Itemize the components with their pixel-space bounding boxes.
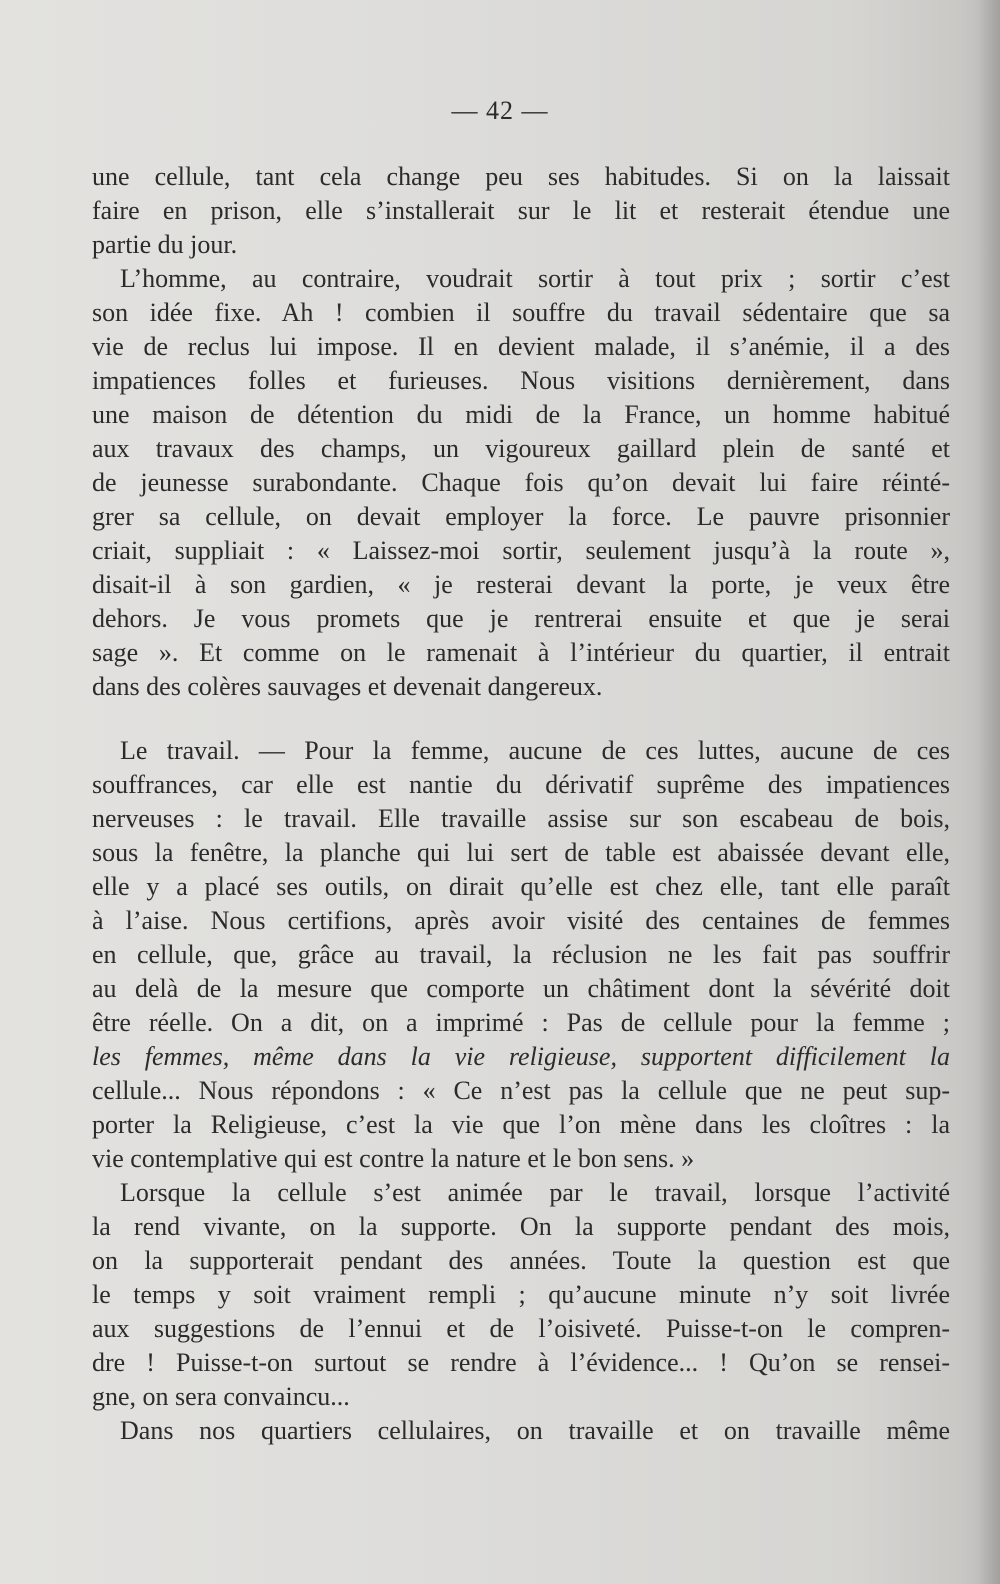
- text-line: à l’aise. Nous certifions, après avoir visité des centaines de femmes: [92, 906, 950, 935]
- text-line: gne, on sera convaincu...: [92, 1382, 350, 1411]
- text-line: souffrances, car elle est nantie du dérivatif suprême des impatiences: [92, 770, 950, 799]
- text-line: vie de reclus lui impose. Il en devient malade, il s’anémie, il a des: [92, 332, 950, 361]
- text-line: elle y a placé ses outils, on dirait qu’elle est chez elle, tant elle paraît: [92, 872, 950, 901]
- paragraph-1: [92, 160, 950, 262]
- paragraph-4: [92, 1176, 950, 1414]
- text-line: aux suggestions de l’ennui et de l’oisiveté. Puisse-t-on le compren-: [92, 1314, 950, 1343]
- page-number: — 42 —: [451, 96, 549, 125]
- text-line: au delà de la mesure que comporte un châtiment dont la sévérité doit: [92, 974, 950, 1003]
- text-line: la rend vivante, on la supporte. On la supporte pendant des mois,: [92, 1212, 950, 1241]
- text-line: une maison de détention du midi de la France, un homme habitué: [92, 400, 950, 429]
- text-line: être réelle. On a dit, on a imprimé : Pas de cellule pour la femme ;: [92, 1008, 950, 1037]
- text-line: en cellule, que, grâce au travail, la réclusion ne les fait pas souffrir: [92, 940, 950, 969]
- text-line: cellule... Nous répondons : « Ce n’est pas la cellule que ne peut sup-: [92, 1076, 950, 1105]
- text-line: une cellule, tant cela change peu ses habitudes. Si on la laissait: [92, 162, 950, 191]
- text-line: L’homme, au contraire, voudrait sortir à tout prix ; sortir c’est: [120, 264, 950, 293]
- paragraph-2: [92, 262, 950, 704]
- text-line: aux travaux des champs, un vigoureux gaillard plein de santé et: [92, 434, 950, 463]
- text-line: dans des colères sauvages et devenait dangereux.: [92, 672, 603, 701]
- text-line: dehors. Je vous promets que je rentrerai ensuite et que je serai: [92, 604, 950, 633]
- text-line: criait, suppliait : « Laissez-moi sortir, seulement jusqu’à la route »,: [92, 536, 950, 565]
- text-line: Dans nos quartiers cellulaires, on travaille et on travaille même: [120, 1416, 950, 1445]
- text-line: porter la Religieuse, c’est la vie que l’on mène dans les cloîtres : la: [92, 1110, 950, 1139]
- text-line: vie contemplative qui est contre la nature et le bon sens. »: [92, 1144, 695, 1173]
- page-edge-shadow: [978, 0, 1000, 1584]
- paragraph-3: [92, 734, 950, 1176]
- text-line: sage ». Et comme on le ramenait à l’intérieur du quartier, il entrait: [92, 638, 950, 667]
- text-line: impatiences folles et furieuses. Nous visitions dernièrement, dans: [92, 366, 950, 395]
- text-line: dre ! Puisse-t-on surtout se rendre à l’évidence... ! Qu’on se rensei-: [92, 1348, 950, 1377]
- text-line: le temps y soit vraiment rempli ; qu’aucune minute n’y soit livrée: [92, 1280, 950, 1309]
- text-line: son idée fixe. Ah ! combien il souffre du travail sédentaire que sa: [92, 298, 950, 327]
- text-line: on la supporterait pendant des années. Toute la question est que: [92, 1246, 950, 1275]
- body-text: [92, 160, 950, 1448]
- text-line: disait-il à son gardien, « je resterai devant la porte, je veux être: [92, 570, 950, 599]
- text-line: de jeunesse surabondante. Chaque fois qu’on devait lui faire réinté-: [92, 468, 950, 497]
- paragraph-5: [92, 1414, 950, 1448]
- text-line: nerveuses : le travail. Elle travaille assise sur son escabeau de bois,: [92, 804, 950, 833]
- text-line: partie du jour.: [92, 230, 238, 259]
- text-line: faire en prison, elle s’installerait sur le lit et resterait étendue une: [92, 196, 950, 225]
- text-line: sous la fenêtre, la planche qui lui sert de table est abaissée devant elle,: [92, 838, 950, 867]
- text-line: grer sa cellule, on devait employer la force. Le pauvre prisonnier: [92, 502, 950, 531]
- text-line: Lorsque la cellule s’est animée par le travail, lorsque l’activité: [120, 1178, 950, 1207]
- italic-quote-line: les femmes, même dans la vie religieuse, supportent difficilement la: [92, 1042, 950, 1071]
- section-heading-line: Le travail. — Pour la femme, aucune de ces luttes, aucune de ces: [120, 736, 950, 765]
